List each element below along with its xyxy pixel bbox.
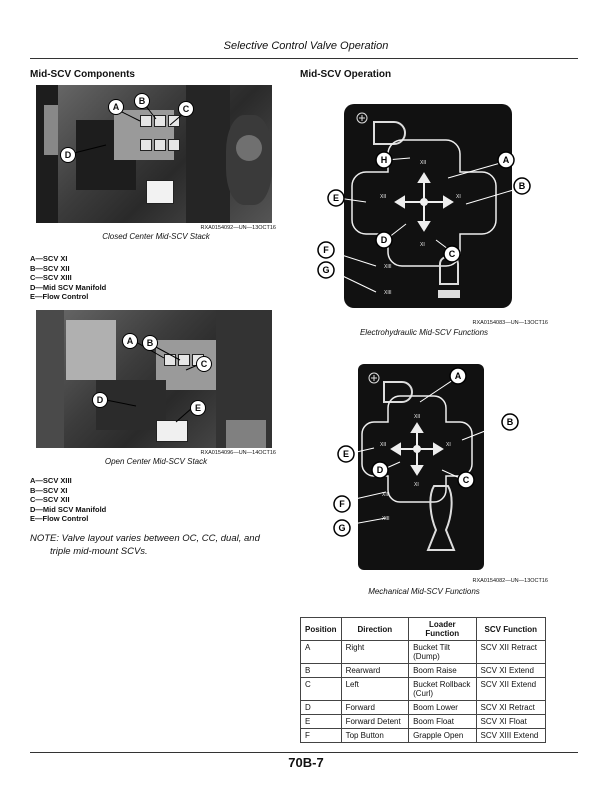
- callout-f: F: [323, 245, 329, 255]
- fig1-legend: [30, 254, 106, 302]
- table-row: [301, 678, 546, 701]
- callout-e: E: [332, 193, 340, 203]
- column-header: SCV Function: [476, 618, 545, 641]
- table-cell: SCV XII Extend: [476, 678, 545, 701]
- fig3-caption: Electrohydraulic Mid-SCV Functions: [359, 328, 489, 337]
- roman-label: XI: [446, 442, 451, 448]
- table-cell: A: [301, 641, 342, 664]
- table-cell: Top Button: [341, 729, 409, 743]
- table-cell: D: [301, 701, 342, 715]
- table-cell: E: [301, 715, 342, 729]
- scv-function-table: [300, 617, 546, 743]
- legend-item: C—SCV XII: [30, 495, 70, 504]
- callout-b: B: [134, 93, 150, 109]
- fig4-ref: RXA0154082—UN—13OCT16: [472, 578, 548, 584]
- roman-label: XIII: [384, 264, 392, 270]
- callout-c: C: [448, 249, 456, 259]
- callout-g: G: [338, 523, 346, 533]
- table-cell: Right: [341, 641, 409, 664]
- table-header-row: [301, 618, 546, 641]
- electrohydraulic-functions-diagram: [316, 100, 538, 316]
- roman-label: XI: [414, 482, 419, 488]
- legend-item: D—Mid SCV Manifold: [30, 504, 107, 514]
- callout-e: E: [190, 400, 206, 416]
- table-row: [301, 729, 546, 743]
- legend-item: E—Flow Control: [30, 514, 89, 523]
- roman-label: XII: [414, 414, 421, 420]
- table-cell: B: [301, 664, 342, 678]
- table-cell: Boom Float: [409, 715, 476, 729]
- footer-rule: [30, 752, 578, 753]
- table-cell: Forward: [341, 701, 409, 715]
- fig2-leader-lines: [36, 310, 272, 448]
- callout-d: D: [60, 147, 76, 163]
- table-cell: F: [301, 729, 342, 743]
- legend-item: B—SCV XI: [30, 485, 68, 495]
- roman-label: XII: [380, 442, 387, 448]
- table-row: [301, 715, 546, 729]
- open-center-stack-photo: [36, 310, 272, 448]
- callout-c: C: [178, 101, 194, 117]
- fig4-caption: Mechanical Mid-SCV Functions: [368, 587, 480, 596]
- roman-label: XI: [456, 194, 461, 200]
- callout-e: E: [342, 449, 350, 459]
- callout-b: B: [506, 417, 514, 427]
- callout-b: B: [142, 335, 158, 351]
- legend-item: C—SCV XIII: [30, 273, 72, 282]
- legend-item: A—SCV XI: [30, 254, 68, 263]
- header-rule: [30, 58, 578, 59]
- table-row: [301, 664, 546, 678]
- callout-d: D: [376, 465, 384, 475]
- table-cell: Left: [341, 678, 409, 701]
- callout-a: A: [454, 371, 462, 381]
- roman-label: XI: [420, 242, 425, 248]
- table-cell: Forward Detent: [341, 715, 409, 729]
- callout-a: A: [122, 333, 138, 349]
- legend-item: E—Flow Control: [30, 292, 89, 301]
- joystick-grip-icon: [438, 290, 460, 298]
- closed-center-stack-photo: [36, 85, 272, 223]
- legend-item: D—Mid SCV Manifold: [30, 282, 107, 292]
- fig2-legend: [30, 476, 106, 524]
- callout-g: G: [322, 265, 330, 275]
- callout-c: C: [196, 356, 212, 372]
- callout-b: B: [518, 181, 526, 191]
- table-cell: SCV XI Float: [476, 715, 545, 729]
- fig2-caption: Open Center Mid-SCV Stack: [104, 457, 208, 466]
- table-row: [301, 701, 546, 715]
- operation-section-title: Mid-SCV Operation: [300, 69, 392, 80]
- callout-d: D: [92, 392, 108, 408]
- page-number: 70B-7: [288, 755, 324, 770]
- callout-a: A: [502, 155, 510, 165]
- components-section-title: Mid-SCV Components: [30, 69, 135, 80]
- table-cell: SCV XI Retract: [476, 701, 545, 715]
- callout-f: F: [339, 499, 345, 509]
- valve-layout-note: [30, 532, 286, 558]
- fig1-ref: RXA0154092—UN—13OCT16: [200, 225, 276, 231]
- table-cell: Grapple Open: [409, 729, 476, 743]
- mechanical-functions-diagram: [330, 362, 530, 574]
- legend-item: B—SCV XII: [30, 263, 70, 273]
- column-header: Loader Function: [409, 618, 476, 641]
- note-line-2: triple mid-mount SCVs.: [50, 546, 148, 557]
- table-cell: C: [301, 678, 342, 701]
- callout-h: H: [380, 155, 388, 165]
- callout-a: A: [108, 99, 124, 115]
- table-cell: SCV XIII Extend: [476, 729, 545, 743]
- table-cell: SCV XII Retract: [476, 641, 545, 664]
- callout-c: C: [462, 475, 470, 485]
- roman-label: XIII: [384, 290, 392, 296]
- page-header-title: Selective Control Valve Operation: [223, 40, 389, 52]
- column-header: Position: [301, 618, 342, 641]
- legend-item: A—SCV XIII: [30, 476, 72, 485]
- table-cell: SCV XI Extend: [476, 664, 545, 678]
- table-cell: Boom Raise: [409, 664, 476, 678]
- roman-label: XII: [420, 160, 427, 166]
- roman-label: XIII: [382, 492, 390, 498]
- column-header: Direction: [341, 618, 409, 641]
- callout-d: D: [380, 235, 388, 245]
- note-line-1: NOTE: Valve layout varies between OC, CC, dual, and: [30, 533, 260, 544]
- table-cell: Bucket Rollback (Curl): [409, 678, 476, 701]
- table-row: [301, 641, 546, 664]
- fig2-ref: RXA0154096—UN—14OCT16: [200, 450, 276, 456]
- roman-label: XII: [380, 194, 387, 200]
- fig3-ref: RXA0154083—UN—13OCT16: [472, 320, 548, 326]
- table-cell: Rearward: [341, 664, 409, 678]
- fig1-caption: Closed Center Mid-SCV Stack: [102, 232, 210, 241]
- roman-label: XIII: [382, 516, 390, 522]
- table-cell: Boom Lower: [409, 701, 476, 715]
- table-cell: Bucket Tilt (Dump): [409, 641, 476, 664]
